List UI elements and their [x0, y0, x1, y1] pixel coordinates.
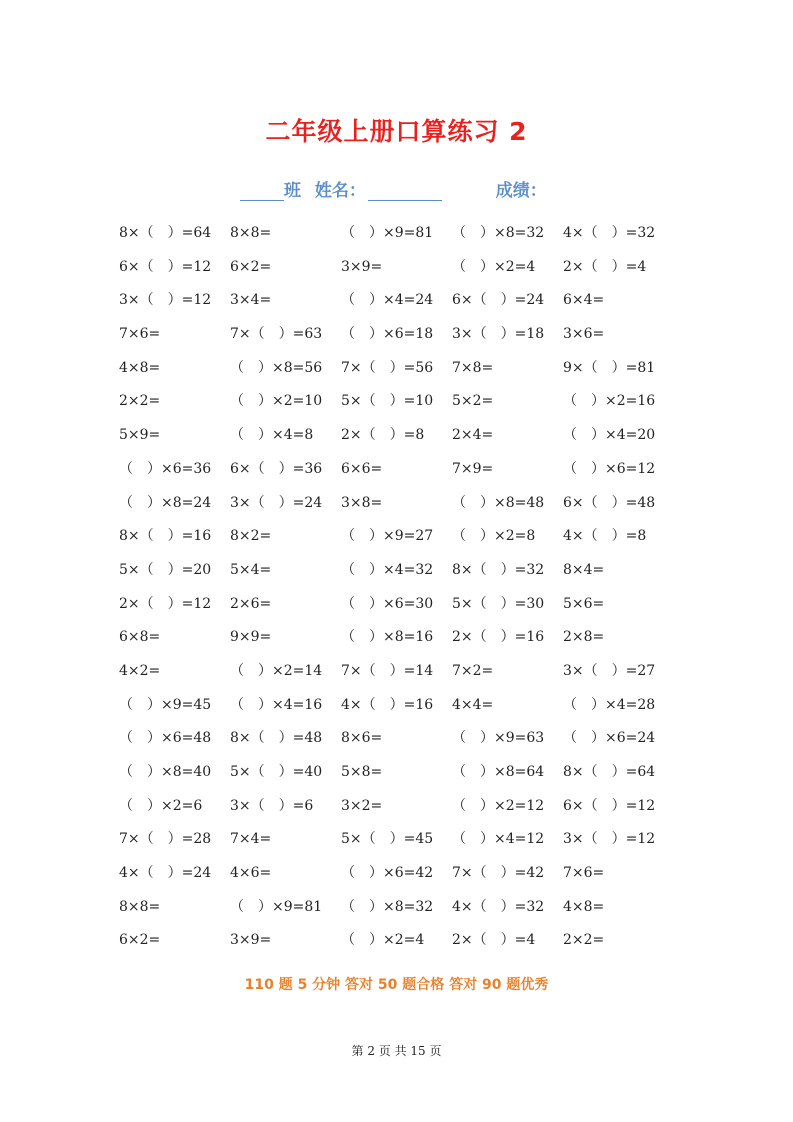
problem-cell: 2×（ ）=4 [563, 258, 647, 275]
problem-cell: （ ）×6=36 [119, 460, 212, 477]
problem-cell: 4×（ ）=8 [563, 528, 647, 545]
problem-cell: （ ）×2=14 [230, 662, 323, 679]
problem-cell: 3×6= [563, 326, 605, 343]
problem-cell: 7×（ ）=14 [341, 662, 434, 679]
problem-cell: 3×2= [341, 797, 383, 814]
problem-cell: 4×（ ）=32 [563, 225, 656, 241]
problem-cell: 5×（ ）=45 [341, 831, 434, 848]
problem-cell: 6×4= [563, 292, 605, 309]
problem-cell: 8×2= [230, 528, 272, 545]
problem-cell: 8×（ ）=32 [452, 561, 545, 578]
problem-cell: （ ）×9=81 [341, 225, 434, 241]
problem-cell: 6×（ ）=12 [119, 258, 212, 275]
problem-cell: 4×（ ）=32 [452, 898, 545, 915]
page-number: 第 2 页 共 15 页 [351, 1044, 442, 1058]
problem-cell: 8×（ ）=48 [230, 730, 323, 747]
name-label: 姓名： [314, 181, 366, 201]
problem-cell: （ ）×8=48 [452, 494, 545, 511]
problem-cell: 3×（ ）=18 [452, 326, 545, 343]
problem-cell: 7×6= [563, 865, 605, 882]
problem-cell: （ ）×8=40 [119, 764, 212, 780]
problem-cell: 2×6= [230, 595, 272, 612]
problem-cell: （ ）×2=8 [452, 528, 536, 545]
problem-cell: （ ）×4=28 [563, 696, 656, 713]
name-blank[interactable] [368, 180, 442, 201]
problem-cell: （ ）×4=32 [341, 561, 434, 578]
problem-cell: 3×（ ）=6 [230, 797, 314, 814]
problem-cell: （ ）×8=24 [119, 494, 212, 511]
problem-cell: 9×（ ）=81 [563, 359, 656, 376]
problem-cell: 7×（ ）=28 [119, 831, 212, 848]
problem-cell: （ ）×2=6 [119, 797, 203, 814]
problem-cell: 2×（ ）=8 [341, 427, 425, 444]
problem-cell: 4×6= [230, 865, 272, 882]
problem-cell: （ ）×6=12 [563, 460, 656, 477]
problem-cell: 5×4= [230, 561, 272, 578]
problem-cell: 6×（ ）=48 [563, 494, 656, 511]
problem-cell: 6×（ ）=24 [452, 292, 545, 309]
problem-cell: 8×8= [230, 225, 272, 241]
score-label: 成绩： [495, 181, 547, 201]
student-info-line [240, 176, 547, 204]
problem-cell: （ ）×6=18 [341, 326, 434, 343]
class-label: 班 [284, 181, 301, 201]
footer-instructions: 110 题 5 分钟 答对 50 题合格 答对 90 题优秀 [244, 977, 549, 993]
problem-cell: （ ）×9=63 [452, 730, 545, 747]
problem-cell: 5×2= [452, 393, 494, 410]
problem-cell: 3×9= [230, 932, 272, 949]
problem-cell: （ ）×9=81 [230, 898, 323, 915]
problem-cell: （ ）×9=27 [341, 528, 434, 545]
problem-cell: 7×4= [230, 831, 272, 848]
problem-cell: （ ）×4=16 [230, 696, 323, 713]
problem-cell: 3×4= [230, 292, 272, 309]
problem-cell: 5×（ ）=20 [119, 561, 212, 578]
problem-cell: 7×（ ）=42 [452, 865, 545, 882]
problem-cell: 5×8= [341, 764, 383, 780]
problem-cell: 4×（ ）=24 [119, 865, 212, 882]
problem-cell: （ ）×9=45 [119, 696, 212, 713]
page-title: 二年级上册口算练习 2 [265, 117, 528, 146]
problem-cell: （ ）×4=20 [563, 427, 656, 444]
problem-cell: 7×9= [452, 460, 494, 477]
problem-cell: 3×（ ）=12 [563, 831, 656, 848]
problem-cell: 9×9= [230, 629, 272, 646]
problem-cell: 8×（ ）=64 [119, 225, 212, 241]
problem-cell: 3×（ ）=24 [230, 494, 323, 511]
problem-cell: 6×（ ）=12 [563, 797, 656, 814]
problem-cell: 2×4= [452, 427, 494, 444]
problem-cell: 5×（ ）=10 [341, 393, 434, 410]
problem-cell: 2×2= [119, 393, 161, 410]
problem-cell: 4×8= [563, 898, 605, 915]
problem-cell: （ ）×8=32 [452, 225, 545, 241]
problem-cell: （ ）×8=32 [341, 898, 434, 915]
problem-cell: 8×4= [563, 561, 605, 578]
problem-cell: 3×（ ）=27 [563, 662, 656, 679]
problem-cell: （ ）×2=16 [563, 393, 656, 410]
problem-cell: （ ）×2=4 [341, 932, 425, 949]
problem-cell: 2×2= [563, 932, 605, 949]
problem-cell: 4×（ ）=16 [341, 696, 434, 713]
problem-cell: 5×（ ）=30 [452, 595, 545, 612]
problem-cell: 7×8= [452, 359, 494, 376]
problem-cell: 2×（ ）=4 [452, 932, 536, 949]
problem-cell: 2×（ ）=12 [119, 595, 212, 612]
problem-cell: 4×8= [119, 359, 161, 376]
problem-cell: 3×8= [341, 494, 383, 511]
problem-cell: 7×2= [452, 662, 494, 679]
problem-cell: 6×6= [341, 460, 383, 477]
problem-cell: （ ）×6=48 [119, 730, 212, 747]
problem-cell: 3×9= [341, 258, 383, 275]
problem-cell: 5×9= [119, 427, 161, 444]
problem-cell: 8×（ ）=64 [563, 764, 656, 780]
problem-cell: 4×4= [452, 696, 494, 713]
problem-cell: 6×2= [119, 932, 161, 949]
problem-cell: （ ）×2=12 [452, 797, 545, 814]
problem-cell: 5×6= [563, 595, 605, 612]
problem-cell: （ ）×8=64 [452, 764, 545, 780]
problem-cell: 4×2= [119, 662, 161, 679]
problem-cell: 3×（ ）=12 [119, 292, 212, 309]
problem-cell: 6×8= [119, 629, 161, 646]
problem-cell: （ ）×4=8 [230, 427, 314, 444]
problem-cell: （ ）×4=12 [452, 831, 545, 848]
problem-cell: （ ）×8=56 [230, 359, 323, 376]
class-blank[interactable] [240, 180, 284, 201]
problem-cell: （ ）×2=10 [230, 393, 323, 410]
problem-cell: 7×（ ）=63 [230, 326, 323, 343]
problem-cell: 8×6= [341, 730, 383, 747]
problem-cell: （ ）×6=42 [341, 865, 434, 882]
problem-cell: 8×（ ）=16 [119, 528, 212, 545]
problem-cell: 8×8= [119, 898, 161, 915]
problem-grid [119, 220, 679, 961]
problem-cell: 6×（ ）=36 [230, 460, 323, 477]
problem-cell: 6×2= [230, 258, 272, 275]
problem-cell: 2×（ ）=16 [452, 629, 545, 646]
problem-cell: （ ）×8=16 [341, 629, 434, 646]
problem-cell: （ ）×6=24 [563, 730, 656, 747]
problem-cell: （ ）×2=4 [452, 258, 536, 275]
problem-cell: 2×8= [563, 629, 605, 646]
problem-cell: 7×（ ）=56 [341, 359, 434, 376]
problem-cell: 7×6= [119, 326, 161, 343]
problem-cell: （ ）×4=24 [341, 292, 434, 309]
problem-cell: （ ）×6=30 [341, 595, 434, 612]
problem-cell: 5×（ ）=40 [230, 764, 323, 780]
